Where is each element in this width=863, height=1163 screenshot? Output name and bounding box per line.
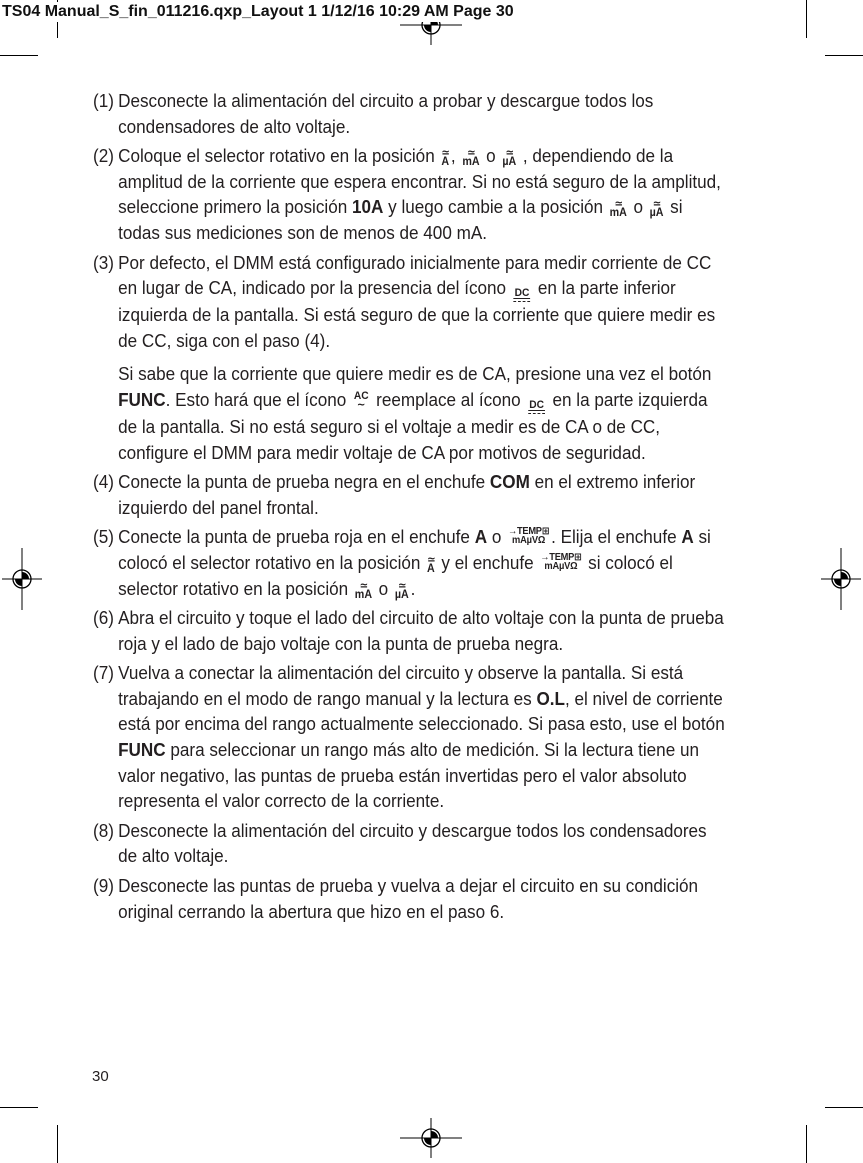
crop-mark [0, 1107, 38, 1108]
dc-microamps-icon: ≃ µA [649, 198, 664, 220]
crop-mark [0, 55, 38, 56]
crop-mark [825, 1107, 863, 1108]
step-8 [93, 818, 725, 869]
step-text: Coloque el selector rotativo en la posición ≃ A , ≃ mA o ≃ µA , dependiendo de la amplitud de la corriente que espera encontrar. Si no está seguro de la amplitud, seleccione primero la posición 10A y luego cambie a la posición ≃ mA o ≃ µA si todas sus mediciones son de menos de 400 mA. [118, 145, 721, 243]
registration-mark-icon [821, 548, 861, 610]
step-text: Desconecte la alimentación del circuito a probar y descargue todos los condensadores de alto voltaje. [118, 90, 654, 137]
step-number: (8) [93, 819, 114, 841]
step-text: Conecte la punta de prueba negra en el enchufe COM en el extremo inferior izquierdo del panel frontal. [118, 471, 696, 518]
step-text: Abra el circuito y toque el lado del circuito de alto voltaje con la punta de prueba roja y el lado de bajo voltaje con la punta de prueba negra. [118, 607, 724, 654]
step-text: Desconecte la alimentación del circuito y descargue todos los condensadores de alto voltaje. [118, 819, 707, 867]
step-1 [93, 88, 725, 139]
ac-icon: AC ∼ [353, 389, 369, 411]
step-5 [93, 524, 725, 601]
step-text: Desconecte las puntas de prueba y vuelva a dejar el circuito en su condición original cerrando la abertura que hizo en el paso 6. [118, 875, 699, 922]
dc-milliamps-icon: ≃ mA [609, 198, 627, 220]
step-number: (1) [93, 90, 114, 111]
crop-mark [825, 55, 863, 56]
step-number: (5) [93, 526, 114, 548]
step-text: Conecte la punta de prueba roja en el enchufe A o →TEMP⊞ mAµVΩ . Elija el enchufe A si colocó el selector rotativo en la posición ≃ A y el enchufe →TEMP⊞ mAµVΩ si colocó el selector rotativo en la posición ≃ mA o ≃ µA . [118, 526, 711, 601]
step-number: (4) [93, 471, 114, 493]
dc-milliamps-icon: ≃ mA [354, 579, 373, 601]
crop-mark [57, 1125, 58, 1163]
step-number: (3) [93, 251, 114, 273]
step-number: (9) [93, 875, 114, 897]
crop-mark [806, 1125, 807, 1163]
multi-input-jack-icon: →TEMP⊞ mAµVΩ [540, 551, 582, 572]
dc-microamps-icon: ≃ µA [502, 147, 517, 169]
page-number: 30 [92, 1068, 109, 1085]
step-4 [93, 469, 725, 520]
step-3-paragraph-2: Si sabe que la corriente que quiere medir es de CA, presione una vez el botón FUNC. Esto hará que el ícono AC ∼ reemplace al ícono DC en la parte izquierda de la pantalla. Si no está seguro si el voltaje a medir es de CA o de CC, configure el DMM para medir voltaje de CA por motivos de seguridad. [118, 363, 712, 463]
step-3 [93, 250, 725, 354]
dc-icon: DC [528, 401, 545, 414]
dc-amps-icon: ≃ A [441, 147, 450, 169]
step-7 [93, 660, 725, 814]
dc-milliamps-icon: ≃ mA [462, 147, 480, 169]
multi-input-jack-icon: →TEMP⊞ mAµVΩ [507, 526, 550, 547]
step-9 [93, 873, 725, 924]
dc-amps-icon: ≃ A [427, 553, 435, 575]
print-slug: TS04 Manual_S_fin_011216.qxp_Layout 1 1/12/16 10:29 AM Page 30 [2, 3, 514, 20]
dc-icon: DC [514, 289, 531, 302]
step-number: (7) [93, 662, 114, 684]
registration-mark-icon [2, 548, 42, 610]
crop-mark [806, 0, 807, 38]
instructions-list [93, 88, 725, 928]
step-6 [93, 605, 725, 656]
step-number: (6) [93, 607, 114, 629]
dc-microamps-icon: ≃ µA [394, 579, 409, 601]
step-2 [93, 143, 725, 245]
registration-mark-icon [400, 1118, 462, 1158]
step-number: (2) [93, 145, 114, 167]
step-text: Vuelva a conectar la alimentación del circuito y observe la pantalla. Si está trabajando en el modo de rango manual y la lectura es O.L, el nivel de corriente está por encima del rango actualmente seleccionado. Si pasa esto, use el botón FUNC para seleccionar un rango más alto de medición. Si la lectura tiene un valor negativo, las puntas de prueba están invertidas pero el valor absoluto representa el valor correcto de la corriente. [118, 662, 725, 812]
step-text: Por defecto, el DMM está configurado inicialmente para medir corriente de CC en lugar de CA, indicado por la presencia del ícono DC en la parte inferior izquierda de la pantalla. Si está seguro de que la corriente que quiere medir es de CC, siga con el paso (4). [118, 251, 716, 351]
